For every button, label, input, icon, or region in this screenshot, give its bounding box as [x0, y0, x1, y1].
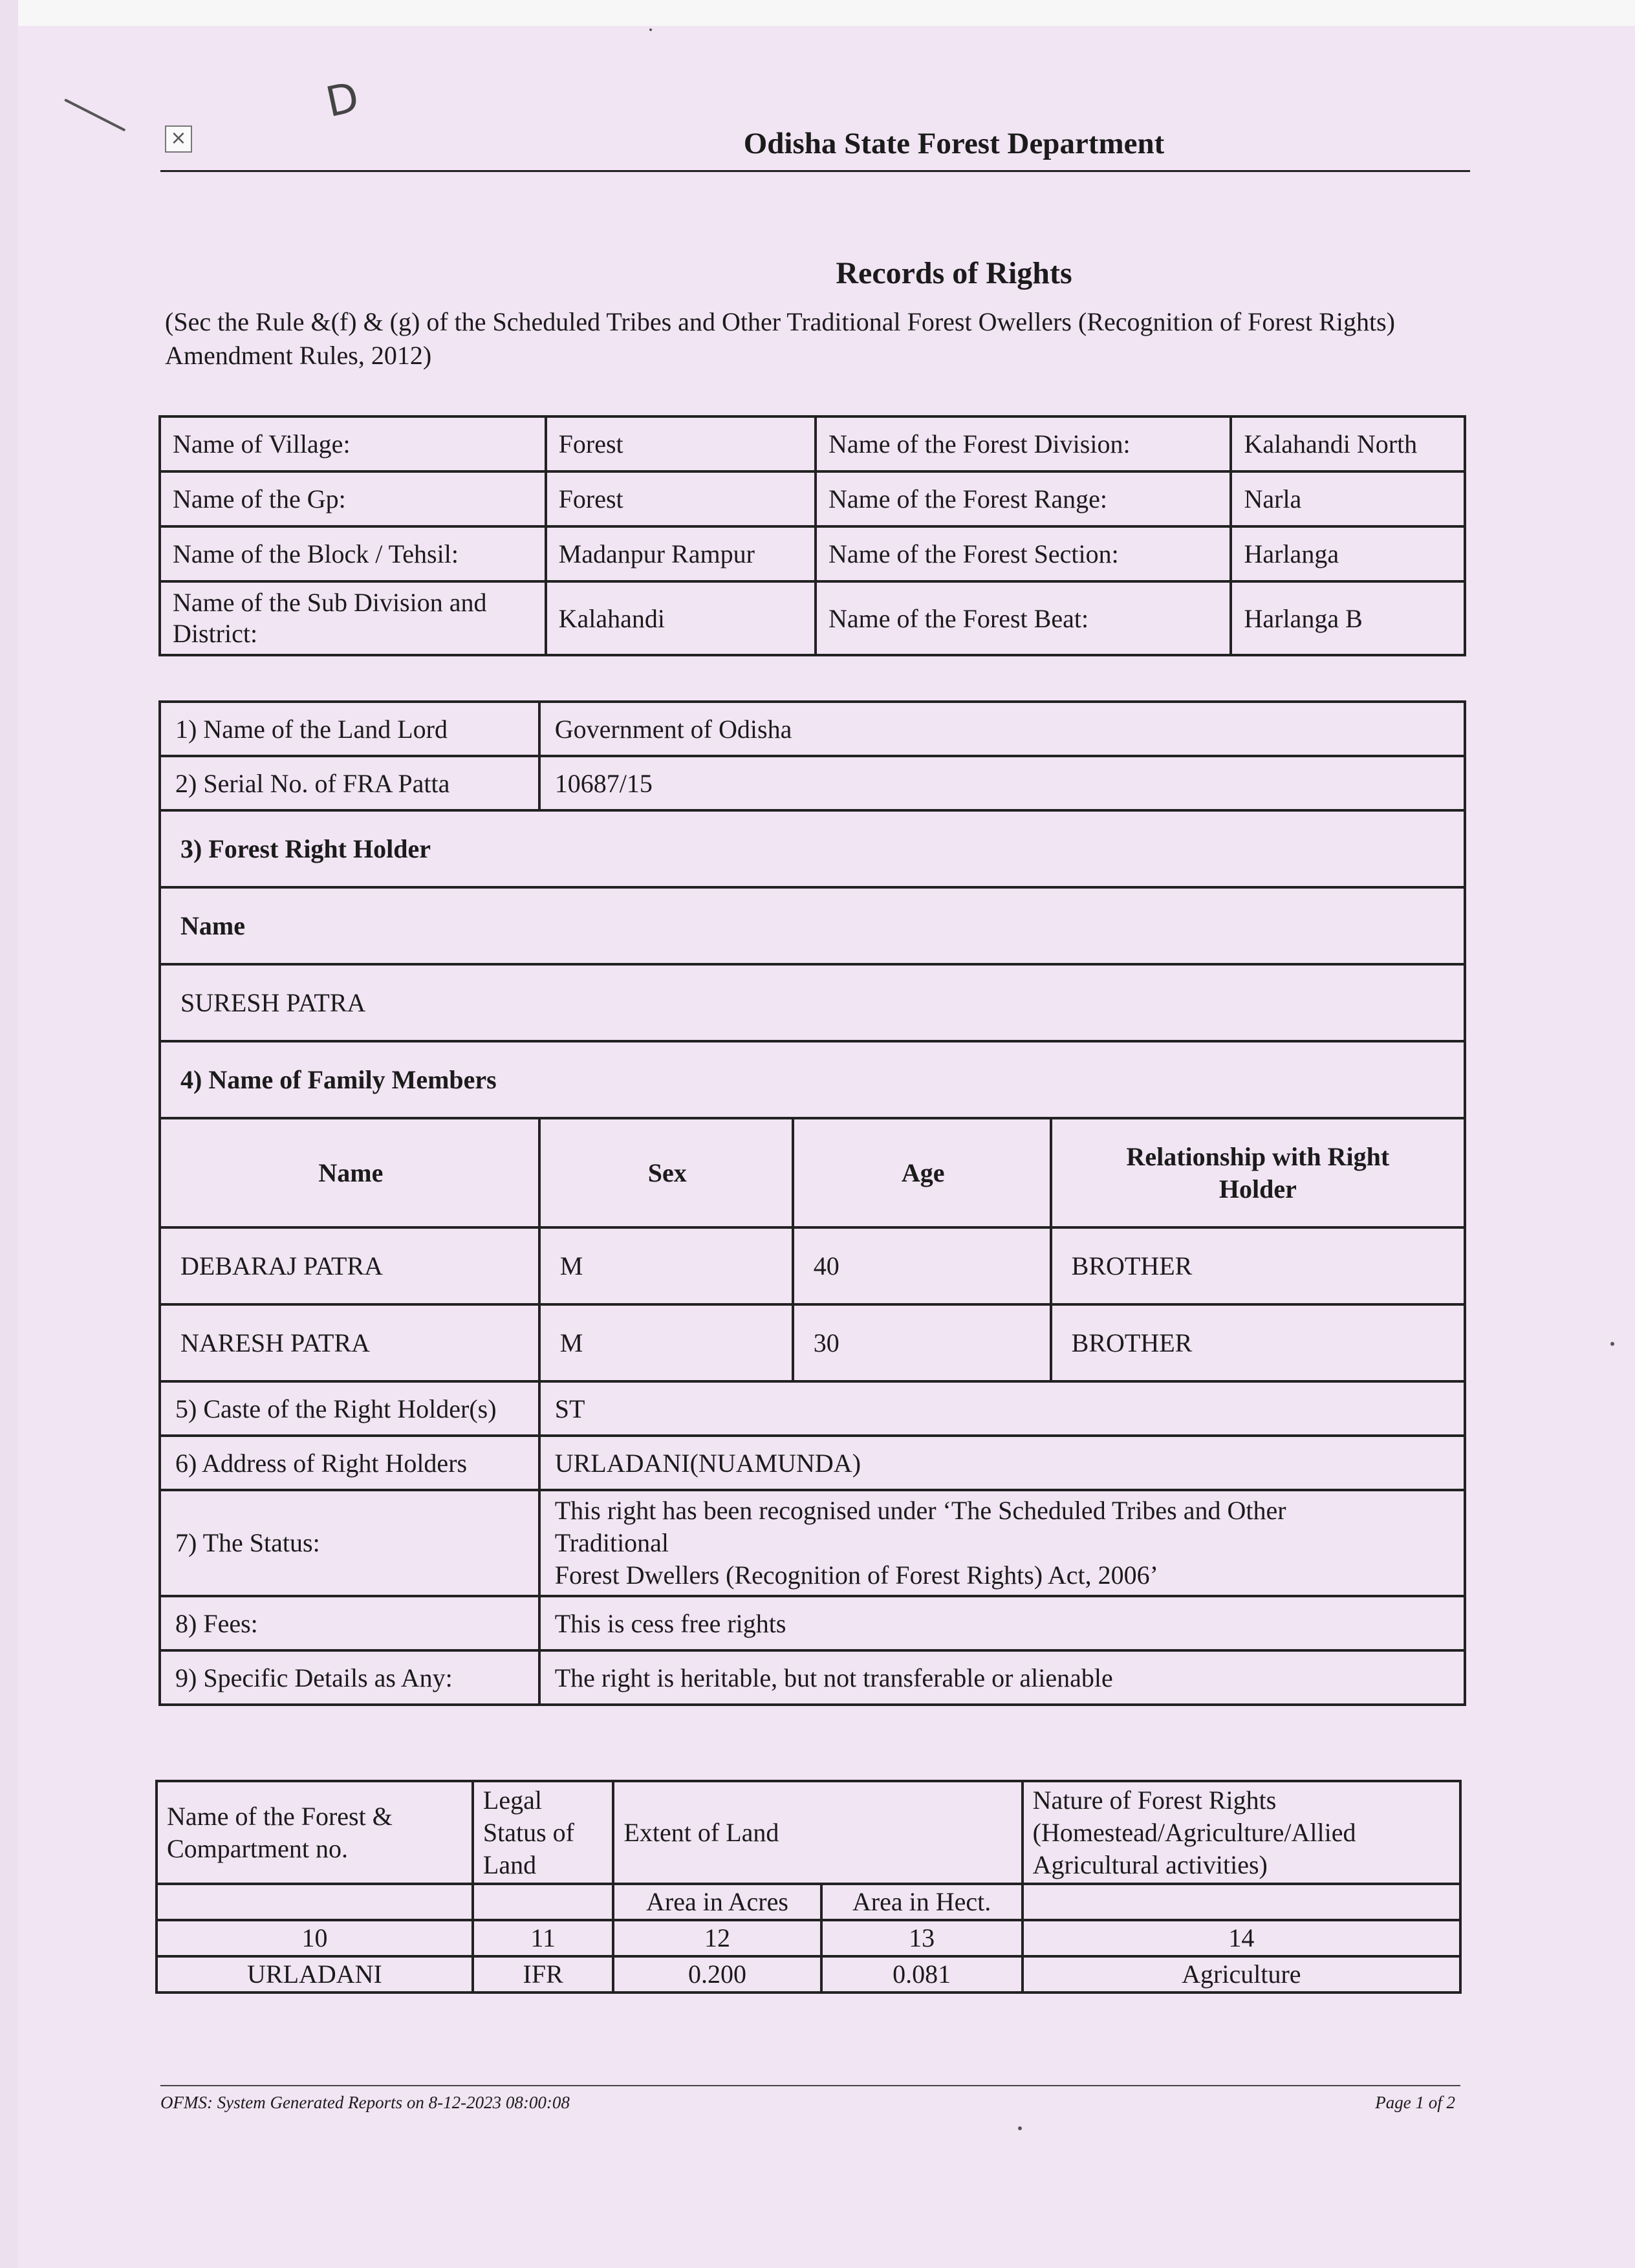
member-name: DEBARAJ PATRA — [160, 1227, 539, 1304]
forest-division-value: Kalahandi North — [1231, 416, 1465, 471]
land-header-row — [157, 1781, 1460, 1884]
col-forest-compartment: Name of the Forest & Compartment no. — [157, 1781, 473, 1884]
forest-name: URLADANI — [157, 1956, 473, 1993]
table-row — [160, 526, 1465, 581]
col-number: 10 — [157, 1920, 473, 1956]
location-table — [158, 415, 1466, 656]
scan-top-band — [0, 0, 1635, 26]
land-lord-label: 1) Name of the Land Lord — [160, 702, 539, 756]
area-hect: 0.081 — [821, 1956, 1023, 1993]
col-number: 12 — [613, 1920, 821, 1956]
forest-section-value: Harlanga — [1231, 526, 1465, 581]
col-number: 14 — [1023, 1920, 1460, 1956]
col-legal-status: Legal Status of Land — [473, 1781, 614, 1884]
scan-speck — [1018, 2126, 1022, 2130]
status-line: This right has been recognised under ‘The Scheduled Tribes and Other — [554, 1496, 1286, 1525]
table-row — [160, 702, 1465, 756]
table-row — [160, 964, 1465, 1041]
table-row — [160, 581, 1465, 655]
header-divider — [160, 170, 1470, 172]
block-label: Name of the Block / Tehsil: — [160, 526, 546, 581]
fees-value: This is cess free rights — [539, 1596, 1465, 1650]
table-row — [160, 1041, 1465, 1118]
area-acres: 0.200 — [613, 1956, 821, 1993]
table-row — [160, 887, 1465, 964]
land-table — [155, 1780, 1462, 1994]
forest-section-label: Name of the Forest Section: — [816, 526, 1231, 581]
family-header-row — [160, 1118, 1465, 1227]
handwritten-mark: D — [321, 73, 363, 127]
family-col-sex: Sex — [539, 1118, 793, 1227]
subdivision-value: Kalahandi — [546, 581, 816, 655]
holder-name: SURESH PATRA — [160, 964, 1465, 1041]
col-area-hect: Area in Hect. — [821, 1884, 1023, 1920]
village-label: Name of Village: — [160, 416, 546, 471]
col-number: 11 — [473, 1920, 614, 1956]
col-nature: Nature of Forest Rights (Homestead/Agriculture/Allied Agricultural activities) — [1023, 1781, 1460, 1884]
table-row — [160, 1596, 1465, 1650]
address-value: URLADANI(NUAMUNDA) — [539, 1436, 1465, 1490]
scan-speck — [1610, 1342, 1614, 1346]
broken-image-icon: × — [165, 125, 192, 153]
family-col-name: Name — [160, 1118, 539, 1227]
table-row — [157, 1956, 1460, 1993]
col-area-acres: Area in Acres — [613, 1884, 821, 1920]
address-label: 6) Address of Right Holders — [160, 1436, 539, 1490]
subdivision-label: Name of the Sub Division and District: — [160, 581, 546, 655]
col-number: 13 — [821, 1920, 1023, 1956]
scan-left-band — [0, 0, 18, 2268]
table-row — [160, 471, 1465, 526]
village-value: Forest — [546, 416, 816, 471]
page-number: Page 1 of 2 — [1375, 2093, 1455, 2112]
land-subheader-row — [157, 1884, 1460, 1920]
legal-status: IFR — [473, 1956, 614, 1993]
family-heading: 4) Name of Family Members — [160, 1041, 1465, 1118]
empty-cell — [1023, 1884, 1460, 1920]
page-title: Records of Rights — [836, 256, 1072, 290]
serial-value: 10687/15 — [539, 756, 1465, 810]
member-relation: BROTHER — [1051, 1227, 1465, 1304]
footer-generated-note: OFMS: System Generated Reports on 8-12-2023 08:00:08 — [160, 2093, 570, 2112]
specific-value: The right is heritable, but not transferable or alienable — [539, 1650, 1465, 1705]
table-row — [160, 416, 1465, 471]
specific-label: 9) Specific Details as Any: — [160, 1650, 539, 1705]
fees-label: 8) Fees: — [160, 1596, 539, 1650]
member-age: 30 — [793, 1304, 1051, 1381]
member-sex: M — [539, 1227, 793, 1304]
col-extent: Extent of Land — [613, 1781, 1022, 1884]
forest-range-value: Narla — [1231, 471, 1465, 526]
gp-value: Forest — [546, 471, 816, 526]
record-table — [158, 700, 1466, 1706]
rules-reference: (Sec the Rule &(f) & (g) of the Scheduled Tribes and Other Traditional Forest Owellers (Recognition of Forest Rights) Amendment Rules, 2012) — [165, 307, 1395, 370]
status-line: Traditional — [554, 1528, 669, 1557]
member-relation: BROTHER — [1051, 1304, 1465, 1381]
table-row — [160, 1436, 1465, 1490]
gp-label: Name of the Gp: — [160, 471, 546, 526]
status-label: 7) The Status: — [160, 1490, 539, 1596]
forest-range-label: Name of the Forest Range: — [816, 471, 1231, 526]
empty-cell — [157, 1884, 473, 1920]
caste-label: 5) Caste of the Right Holder(s) — [160, 1381, 539, 1436]
table-row — [160, 810, 1465, 887]
family-col-age: Age — [793, 1118, 1051, 1227]
caste-value: ST — [539, 1381, 1465, 1436]
holder-heading: 3) Forest Right Holder — [160, 810, 1465, 887]
land-number-row — [157, 1920, 1460, 1956]
status-value — [539, 1490, 1465, 1596]
forest-beat-label: Name of the Forest Beat: — [816, 581, 1231, 655]
table-row — [160, 756, 1465, 810]
block-value: Madanpur Rampur — [546, 526, 816, 581]
table-row — [160, 1650, 1465, 1705]
family-col-relation: Relationship with Right Holder — [1051, 1118, 1465, 1227]
forest-beat-value: Harlanga B — [1231, 581, 1465, 655]
department-name: Odisha State Forest Department — [743, 127, 1165, 160]
pen-stroke-mark — [64, 98, 125, 131]
table-row — [160, 1381, 1465, 1436]
footer-divider — [160, 2085, 1460, 2086]
empty-cell — [473, 1884, 614, 1920]
rights-nature: Agriculture — [1023, 1956, 1460, 1993]
scan-speck — [649, 28, 652, 31]
serial-label: 2) Serial No. of FRA Patta — [160, 756, 539, 810]
forest-division-label: Name of the Forest Division: — [816, 416, 1231, 471]
table-row — [160, 1490, 1465, 1596]
name-heading: Name — [160, 887, 1465, 964]
status-line: Forest Dwellers (Recognition of Forest Rights) Act, 2006’ — [554, 1561, 1158, 1590]
table-row — [160, 1227, 1465, 1304]
land-lord-value: Government of Odisha — [539, 702, 1465, 756]
member-sex: M — [539, 1304, 793, 1381]
member-name: NARESH PATRA — [160, 1304, 539, 1381]
member-age: 40 — [793, 1227, 1051, 1304]
table-row — [160, 1304, 1465, 1381]
